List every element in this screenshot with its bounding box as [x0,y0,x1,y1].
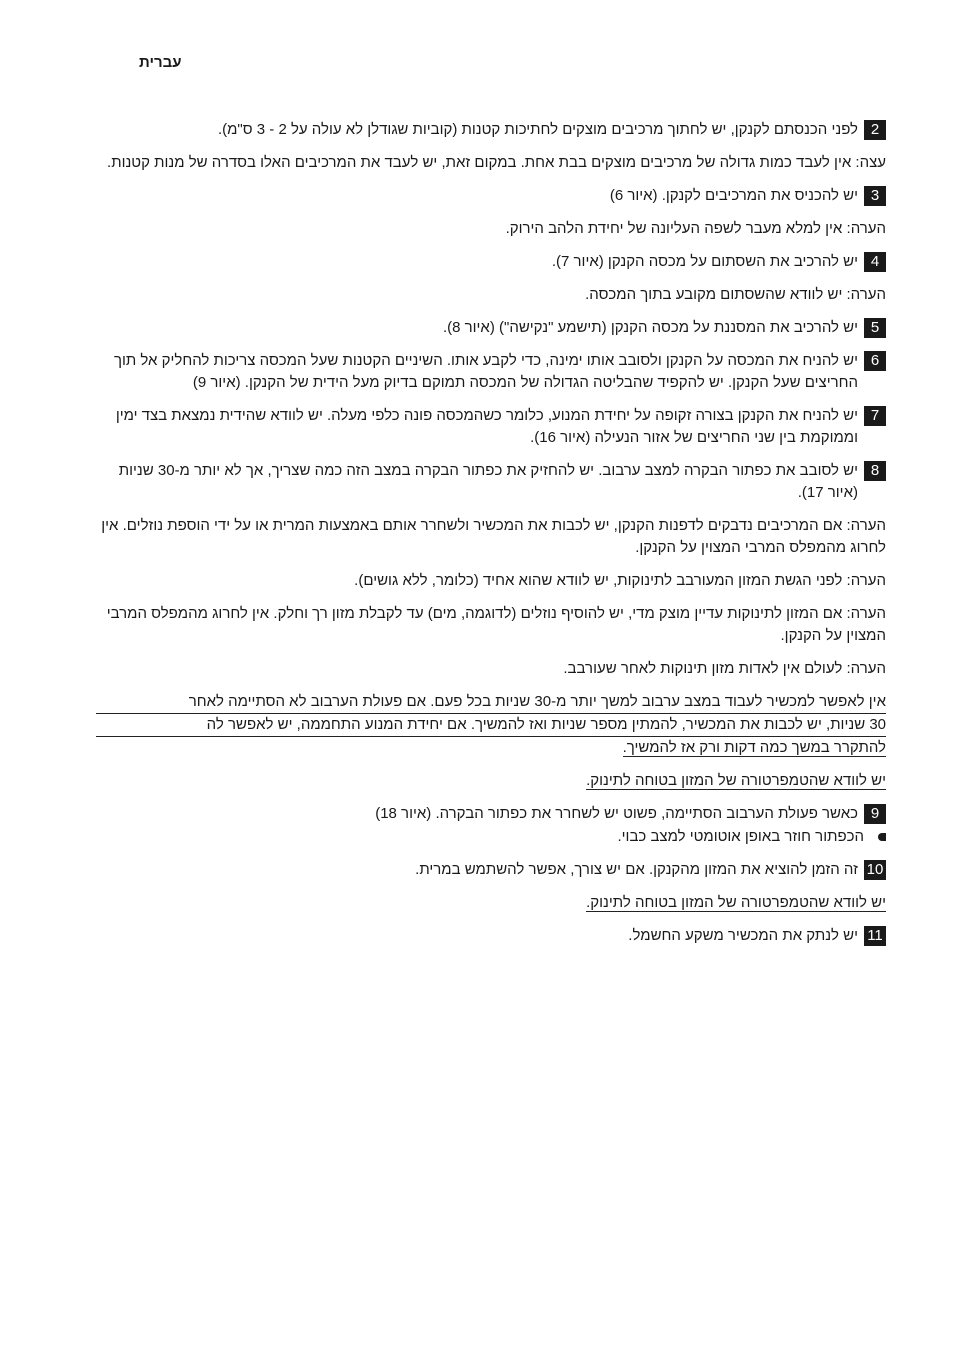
step-number-badge: 10 [864,860,886,880]
tip-note: עצה: אין לעבד כמות גדולה של מרכיבים מוצקים בבת אחת. במקום זאת, יש לעבד את המרכיבים האלו בסדרה של מנות קטנות. [107,154,886,171]
step-text: כאשר פעולת הערבוב הסתיימה, פשוט יש לשחרר את כפתור הבקרה. (איור 18) [375,805,858,822]
step-number-badge: 5 [864,318,886,338]
step-6 [96,350,886,394]
language-header: עברית [139,54,182,71]
step-text: זה הזמן להוציא את המזון מהקנקן. אם יש צורך, אפשר להשתמש במרית. [415,861,858,878]
instructions-content [96,119,886,958]
warning-temperature: יש לוודא שהטמפרטורה של המזון בטוחה לתינוק. [586,772,886,789]
step-text: יש להכניס את המרכיבים לקנקן. (איור 6) [609,187,858,204]
step-text: יש להניח את המכסה על הקנקן ולסובב אותו ימינה, כדי לקבע אותו. השיניים הקטנות שעל המכסה צריכות להחליק אל תוך החריצים שעל הקנקן. יש להקפיד שהבליטה הגדולה של המכסה תמוקם בדיוק מעל הידית של הקנקן. (איור 9) [113,352,858,391]
step-9 [96,803,886,848]
bullet-item [96,826,886,848]
step-7 [96,405,886,449]
step-number-badge: 8 [864,461,886,481]
note: הערה: אם המזון לתינוקות עדיין מוצק מדי, יש להוסיף נוזלים (לדוגמה, מים) עד לקבלת מזון רך וחלק. אין לחרוג מהמפלס המרבי המצוין על הקנקן. [106,605,886,644]
step-4 [96,251,886,273]
warning-line: 30 שניות, יש לכבות את המכשיר, להמתין מספר שניות ואז להמשיך. אם יחידת המנוע התחממה, יש לאפשר לה [96,714,886,737]
step-text: לפני הכנסתם לקנקן, יש לחתוך מרכיבים מוצקים לחתיכות קטנות (קוביות שגודלן לא עולה על 2 - 3 ס"מ). [217,121,858,138]
step-number-badge: 3 [864,186,886,206]
step-text: יש להרכיב את השסתום על מכסה הקנקן (איור 7). [551,253,858,270]
bullet-text: הכפתור חוזר באופן אוטומטי למצב כבוי. [617,828,864,845]
step-number-badge: 6 [864,351,886,371]
step-text: יש לסובב את כפתור הבקרה למצב ערבוב. יש להחזיק את כפתור הבקרה במצב הזה כמה שצריך, אך לא יותר מ-30 שניות (איור 17). [118,462,858,501]
warning-line: אין לאפשר למכשיר לעבוד במצב ערבוב למשך יותר מ-30 שניות בכל פעם. אם פעולת הערבוב לא הסתיימה לאחר [96,691,886,714]
step-number-badge: 2 [864,120,886,140]
note: הערה: יש לוודא שהשסתום מקובע בתוך המכסה. [585,286,886,303]
warning-temperature: יש לוודא שהטמפרטורה של המזון בטוחה לתינוק. [586,894,886,911]
note: הערה: לפני הגשת המזון המעורבב לתינוקות, יש לוודא שהוא אחיד (כלומר, ללא גושים). [354,572,886,589]
step-number-badge: 7 [864,406,886,426]
warning-line: להתקרר במשך כמה דקות ורק אז להמשיך. [622,739,886,756]
step-text: יש לנתק את המכשיר משקע החשמל. [628,927,858,944]
step-8 [96,460,886,504]
step-number-badge: 4 [864,252,886,272]
note: הערה: אם המרכיבים נדבקים לדפנות הקנקן, יש לכבות את המכשיר ולשחרר אותם באמצעות המרית או על ידי הוספת נוזלים. אין לחרוג מהמפלס המרבי המצוין על הקנקן. [101,517,886,556]
step-text: יש להרכיב את המסננת על מכסה הקנקן (תישמע "נקישה") (איור 8). [442,319,858,336]
step-text: יש להניח את הקנקן בצורה זקופה על יחידת המנוע, כלומר כשהמכסה פונה כלפי מעלה. יש לוודא שהידית נמצאת בצד ימין וממוקמת בין שני החריצים של אזור הנעילה (איור 16). [115,407,858,446]
step-3 [96,185,886,207]
step-10 [96,859,886,881]
bullet-icon [878,833,886,841]
step-number-badge: 9 [864,804,886,824]
step-number-badge: 11 [864,926,886,946]
note: הערה: אין למלא מעבר לשפה העליונה של יחידת הלהב הירוק. [505,220,886,237]
step-11 [96,925,886,947]
note: הערה: לעולם אין לאדות מזון תינוקות לאחר שעורבב. [563,660,886,677]
step-5 [96,317,886,339]
step-2 [96,119,886,141]
warning-block [96,691,886,759]
